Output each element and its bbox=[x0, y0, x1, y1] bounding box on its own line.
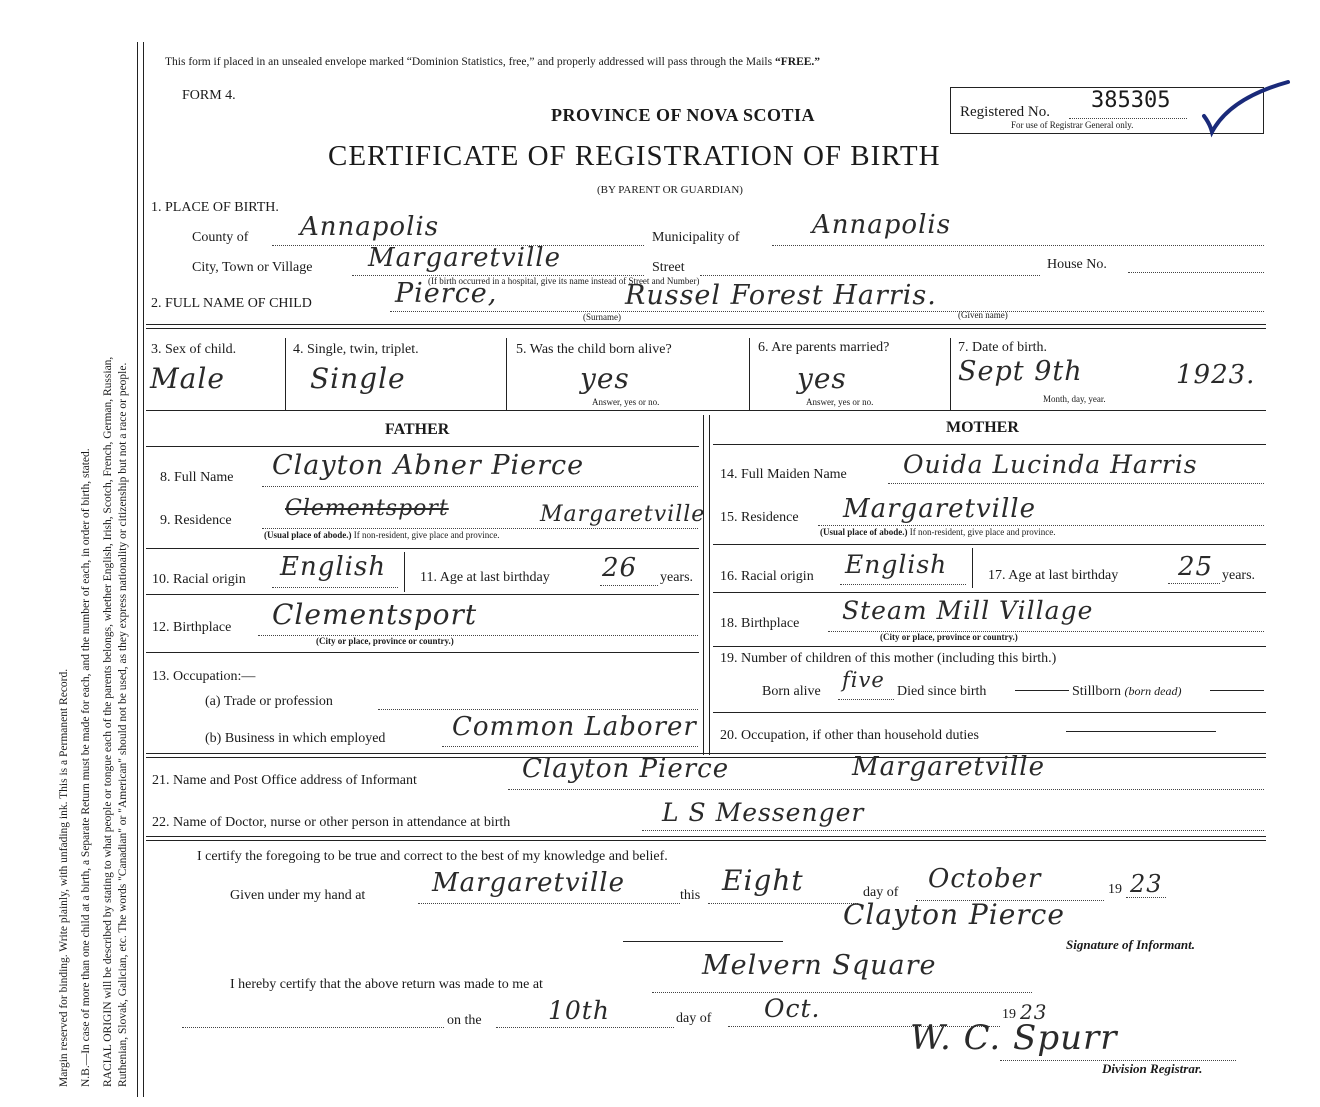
form-number: FORM 4. bbox=[182, 88, 236, 103]
business-value: Common Laborer bbox=[452, 712, 697, 742]
born-alive-count-value: five bbox=[842, 668, 885, 692]
margin-note-binding: Margin reserved for binding. Write plainly, with unfading ink. This is a Permanent Record. bbox=[58, 668, 70, 1087]
place-of-birth-label: 1. PLACE OF BIRTH. bbox=[151, 200, 279, 215]
father-residence-caption: (Usual place of abode.) If non-resident, give place and province. bbox=[264, 530, 500, 540]
business-label: (b) Business in which employed bbox=[205, 731, 386, 746]
county-label: County of bbox=[192, 230, 249, 245]
date-of-birth-caption: Month, day, year. bbox=[1043, 394, 1106, 404]
child-given-name-value: Russel Forest Harris. bbox=[625, 280, 937, 311]
binding-margin-rule bbox=[137, 42, 138, 1097]
margin-note-racial-origin-cont: Ruthenian, Slovak, Galician, etc. The words "Canadian" or "American" should not be used, as they express nationality or citizenship but not a race or people. bbox=[117, 362, 129, 1087]
mother-residence-label: 15. Residence bbox=[720, 510, 799, 525]
division-registrar-caption: Division Registrar. bbox=[1102, 1061, 1203, 1076]
divider bbox=[146, 836, 1266, 841]
signature-caption: Signature of Informant. bbox=[1066, 937, 1195, 952]
parents-married-label: 6. Are parents married? bbox=[758, 340, 890, 355]
sex-label: 3. Sex of child. bbox=[151, 342, 237, 357]
registrar-day-value: 10th bbox=[548, 996, 610, 1025]
informant-name-value: Clayton Pierce bbox=[522, 754, 730, 784]
parents-married-caption: Answer, yes or no. bbox=[806, 397, 874, 407]
this-label: this bbox=[680, 888, 701, 903]
children-count-label: 19. Number of children of this mother (including this birth.) bbox=[720, 651, 1057, 666]
registrar-year-prefix: 19 bbox=[1002, 1007, 1016, 1022]
mother-birthplace-caption: (City or place, province or country.) bbox=[880, 632, 1018, 642]
father-name-value: Clayton Abner Pierce bbox=[272, 450, 585, 481]
date-of-birth-year: 1923. bbox=[1176, 360, 1256, 390]
city-label: City, Town or Village bbox=[192, 260, 313, 275]
trade-label: (a) Trade or profession bbox=[205, 694, 333, 709]
father-age-unit: years. bbox=[660, 570, 694, 585]
province-heading: PROVINCE OF NOVA SCOTIA bbox=[551, 105, 816, 125]
father-heading: FATHER bbox=[385, 421, 450, 438]
stillborn-label: Stillborn (born dead) bbox=[1072, 684, 1182, 699]
mother-age-unit: years. bbox=[1222, 568, 1256, 583]
page-subtitle: (BY PARENT OR GUARDIAN) bbox=[597, 184, 743, 196]
surname-caption: (Surname) bbox=[583, 312, 621, 322]
margin-note-racial-origin: RACIAL ORIGIN will be described by stating to what people or tongue each of the parents belongs, whether English, Irish, Scotch, French, German, Russian, bbox=[102, 356, 114, 1087]
plurality-label: 4. Single, twin, triplet. bbox=[293, 342, 419, 357]
on-the-label: on the bbox=[447, 1013, 482, 1028]
born-alive-label: 5. Was the child born alive? bbox=[516, 342, 672, 357]
binding-margin-rule-inner bbox=[143, 42, 144, 1097]
checkmark-icon bbox=[1200, 78, 1295, 138]
father-residence-value: Margaretville bbox=[540, 502, 706, 527]
registrar-year-value: 23 bbox=[1020, 1000, 1048, 1024]
mother-residence-caption: (Usual place of abode.) If non-resident, give place and province. bbox=[820, 527, 1056, 537]
given-day-value: Eight bbox=[722, 864, 804, 897]
house-number-label: House No. bbox=[1047, 257, 1107, 272]
divider bbox=[146, 324, 1266, 329]
margin-notes bbox=[0, 0, 140, 1107]
city-value: Margaretville bbox=[368, 243, 561, 273]
given-place-value: Margaretville bbox=[432, 868, 625, 898]
mother-name-value: Ouida Lucinda Harris bbox=[903, 450, 1198, 479]
child-surname-value: Pierce, bbox=[395, 278, 498, 309]
certification-statement: I certify the foregoing to be true and correct to the best of my knowledge and belief. bbox=[197, 849, 668, 864]
sex-value: Male bbox=[150, 362, 225, 395]
father-birthplace-value: Clementsport bbox=[272, 598, 478, 631]
mother-occupation-label: 20. Occupation, if other than household duties bbox=[720, 728, 979, 743]
father-racial-origin-value: English bbox=[280, 552, 387, 582]
informant-signature: Clayton Pierce bbox=[843, 898, 1065, 931]
given-year-prefix: 19 bbox=[1108, 882, 1122, 897]
registrar-signature: W. C. Spurr bbox=[910, 1018, 1118, 1058]
father-residence-struck: Clementsport bbox=[285, 496, 449, 521]
died-since-birth-label: Died since birth bbox=[897, 684, 987, 699]
mother-birthplace-label: 18. Birthplace bbox=[720, 616, 800, 631]
mother-birthplace-value: Steam Mill Village bbox=[842, 596, 1094, 625]
informant-address-value: Margaretville bbox=[852, 752, 1045, 782]
registrar-note: For use of Registrar General only. bbox=[1011, 120, 1134, 130]
born-alive-caption: Answer, yes or no. bbox=[592, 397, 660, 407]
mother-racial-origin-value: English bbox=[845, 550, 948, 579]
registrar-place-value: Melvern Square bbox=[702, 950, 937, 981]
page-title: CERTIFICATE OF REGISTRATION OF BIRTH bbox=[328, 140, 941, 172]
registered-label: Registered No. bbox=[960, 104, 1050, 120]
father-birthplace-caption: (City or place, province or country.) bbox=[316, 636, 454, 646]
mother-residence-value: Margaretville bbox=[843, 494, 1036, 524]
mother-age-label: 17. Age at last birthday bbox=[988, 568, 1119, 583]
doctor-value: L S Messenger bbox=[662, 798, 865, 827]
father-residence-label: 9. Residence bbox=[160, 513, 232, 528]
registrar-month-value: Oct. bbox=[764, 994, 821, 1023]
registrar-day-of-label: day of bbox=[676, 1011, 712, 1026]
divider bbox=[146, 410, 1266, 411]
registrar-statement: I hereby certify that the above return was made to me at bbox=[230, 977, 543, 992]
municipality-label: Municipality of bbox=[652, 230, 740, 245]
father-age-value: 26 bbox=[602, 553, 638, 583]
informant-label: 21. Name and Post Office address of Informant bbox=[152, 773, 417, 788]
street-note: (If birth occurred in a hospital, give its name instead of Street and Number) bbox=[428, 276, 700, 286]
registered-number: 385305 bbox=[1091, 88, 1171, 113]
date-of-birth-value: Sept 9th bbox=[958, 356, 1083, 387]
mother-heading: MOTHER bbox=[946, 419, 1019, 436]
born-alive-value: yes bbox=[580, 362, 630, 395]
date-of-birth-label: 7. Date of birth. bbox=[958, 340, 1048, 355]
county-value: Annapolis bbox=[300, 212, 440, 242]
given-month-value: October bbox=[928, 864, 1042, 894]
full-name-of-child-label: 2. FULL NAME OF CHILD bbox=[151, 296, 312, 311]
given-year-value: 23 bbox=[1130, 870, 1163, 898]
day-of-label: day of bbox=[863, 885, 899, 900]
born-alive-count-label: Born alive bbox=[762, 684, 821, 699]
municipality-value: Annapolis bbox=[812, 210, 952, 240]
occupation-label: 13. Occupation:— bbox=[152, 669, 256, 684]
mother-age-value: 25 bbox=[1178, 552, 1214, 582]
given-name-caption: (Given name) bbox=[958, 310, 1008, 320]
mother-racial-origin-label: 16. Racial origin bbox=[720, 569, 814, 584]
mother-name-label: 14. Full Maiden Name bbox=[720, 467, 847, 482]
father-age-label: 11. Age at last birthday bbox=[420, 570, 550, 585]
father-racial-origin-label: 10. Racial origin bbox=[152, 572, 246, 587]
given-under-hand-label: Given under my hand at bbox=[230, 888, 366, 903]
doctor-label: 22. Name of Doctor, nurse or other person in attendance at birth bbox=[152, 815, 511, 830]
plurality-value: Single bbox=[310, 362, 406, 395]
margin-note-multiple-births: N.B.—In case of more than one child at a birth, a Separate Return must be made for each, and the number of each, in order of birth, stated. bbox=[80, 448, 92, 1087]
father-name-label: 8. Full Name bbox=[160, 470, 234, 485]
parents-married-value: yes bbox=[797, 362, 847, 395]
mail-note: This form if placed in an unsealed envelope marked “Dominion Statistics, free,” and properly addressed will pass through the Mails “FREE.” bbox=[165, 56, 821, 68]
street-label: Street bbox=[652, 260, 685, 275]
father-birthplace-label: 12. Birthplace bbox=[152, 620, 232, 635]
